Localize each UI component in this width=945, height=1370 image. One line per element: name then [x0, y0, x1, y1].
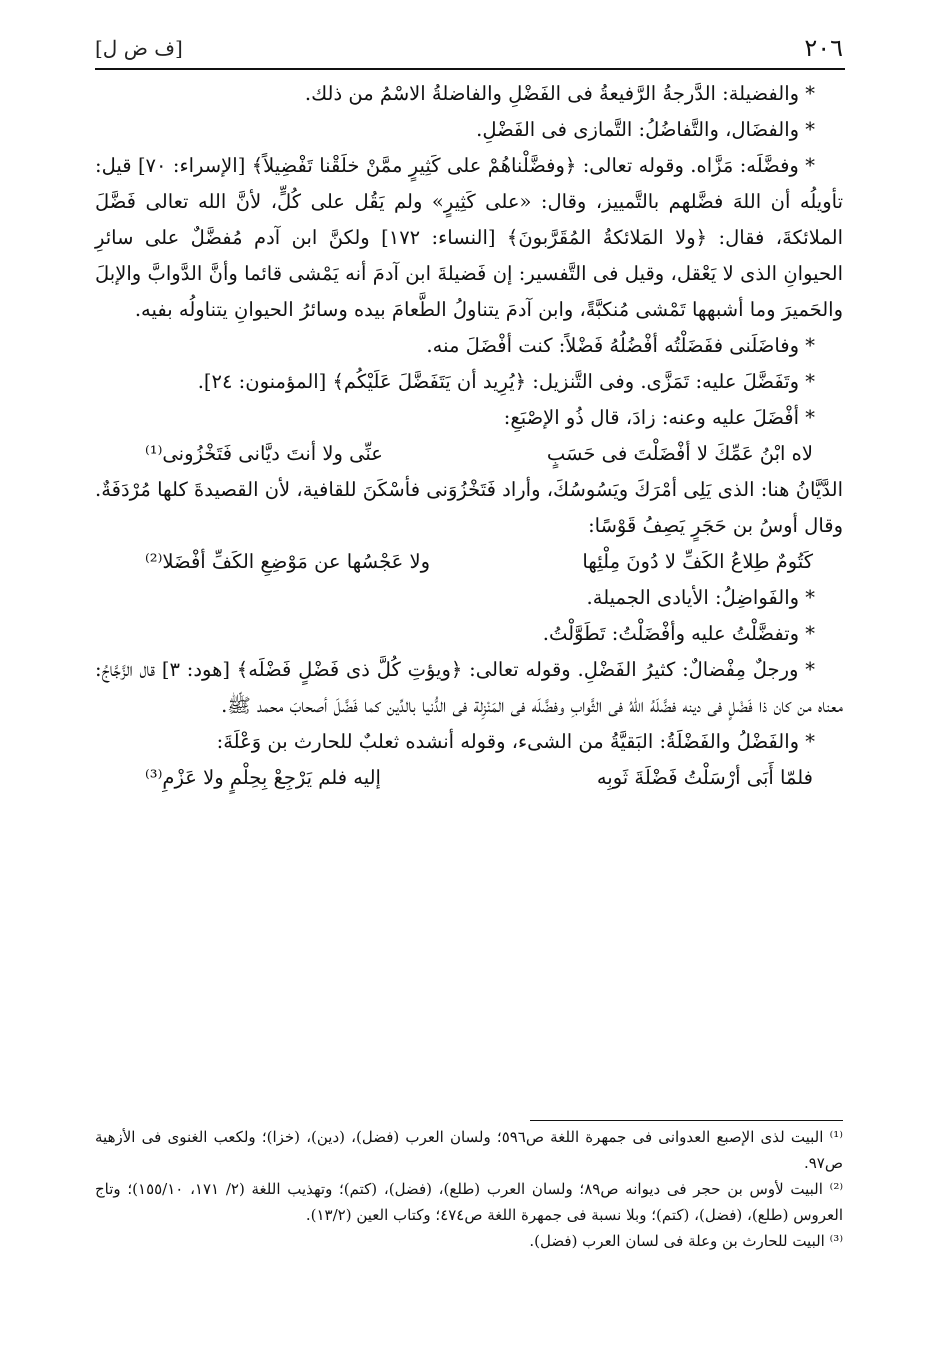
footnote-rule [530, 1120, 843, 1121]
verse-second-hemistich: إليه فلم يَرْجِعْ بِحِلْمٍ ولا عَزْمِ⁽³⁾ [145, 766, 381, 789]
footnote: ⁽²⁾ البيت لأوس بن حجر فى ديوانه ص٨٩؛ ولسان العرب (طلع)، (فضل)، (كتم)؛ وتهذيب اللغة (٢/ ١٧١، ١٥٥/١٠)؛ وتاج العروس (طلع)، (فضل)، (كتم)؛ وبلا نسبة فى جمهرة اللغة ص٤٧٤؛ وكتاب العين (١٣/٢). [95, 1180, 844, 1224]
section-title: [ف ض ل] [95, 36, 183, 60]
page-number: ٢٠٦ [804, 34, 843, 62]
entry-paragraph: * وتَفَضَّلَ عليه: تَمَزَّى. وفى التَّنزيل: ﴿يُرِيد أن يَتَفَضَّلَ عَلَيْكُم﴾ [المؤمنون: ٢٤]. [197, 370, 815, 393]
entry-paragraph: * ورجلٌ مِفْضالٌ: كثيرُ الفَضْلِ. وقوله تعالى: ﴿ويؤتِ كُلَّ ذى فَضْلٍ فَضْلَه﴾ [هود: ٣] قال الزَّجَّاجُ: معناه من كان ذا فَضْلٍ فى دينه فضَّلَهُ اللهُ فى الثَّوابِ وفضَّلَه فى المَنْزِلة فى الدُّنيا بالدِّين كما فَضَّلَ أصحابَ محمد ﷺ. [95, 658, 843, 717]
verse-second-hemistich: ولا عَجْسُها عن مَوْضِعِ الكَفِّ أفْضَلا⁽²⁾ [145, 550, 431, 573]
entry-paragraph: * والفَواضِلُ: الأيادى الجميلة. [586, 586, 815, 609]
poetry-verse [95, 544, 843, 580]
entry-paragraph: * والفضَال، والتَّفاضُلُ: التَّمازى فى الفَضْلِ. [476, 118, 815, 141]
header-rule [95, 68, 845, 70]
entry-paragraph: * أفْضَلَ عليه وعنه: زادَ، قال ذُو الإصْبَعِ: [503, 406, 815, 429]
poetry-verse [95, 760, 843, 796]
entry-paragraph: * وفاضَلَنى ففَضَلْتُه أفْضُلُهُ فَضْلاً: كنت أفْضَلَ منه. [426, 334, 815, 357]
page-header [95, 28, 843, 68]
poetry-verse [95, 436, 843, 472]
entry-paragraph: * والفضيلة: الدَّرجةُ الرَّفيعةُ فى الفَضْلِ والفاضلةُ الاسْمُ من ذلك. [304, 82, 815, 105]
entry-paragraph: * والفَضْلُ والفَضْلَةُ: البَقيَّةُ من الشىء، وقوله أنشده ثعلبٌ للحارث بن وَعْلَةَ: [216, 730, 815, 753]
footnote: ⁽¹⁾ البيت لذى الإصبع العدوانى فى جمهرة اللغة ص٥٩٦؛ ولسان العرب (فضل)، (دين)، (خزا)؛ ولكعب الغنوى فى الأزهية ص٩٧. [95, 1128, 843, 1172]
footnote: ⁽³⁾ البيت للحارث بن وعلة فى لسان العرب (فضل). [529, 1232, 843, 1250]
entry-paragraph: * وتفضَّلْتُ عليه وأفْضَلْتُ: تَطَوَّلْتُ. [542, 622, 815, 645]
entry-paragraph: الدَّيَّانُ هنا: الذى يَلِى أمْرَكَ ويَسُوسُكَ، وأراد فَتَخْزُوَنى فأسْكَنَ للقافية، لأن القصيدةَ كلها مُرْدَفَةٌ. وقال أوسُ بن حَجَرٍ يَصِفُ قَوْسًا: [95, 478, 843, 537]
verse-first-hemistich: كَتُومٌ طِلاعُ الكَفِّ لا دُونَ مِلْئِها [582, 550, 813, 573]
verse-second-hemistich: عنِّى ولا أنتَ ديَّانى فَتَخْزُونى⁽¹⁾ [145, 442, 383, 465]
verse-first-hemistich: لاه ابْنُ عَمِّكَ لا أفْضَلْتَ فى حَسَبٍ [546, 442, 813, 465]
entry-paragraph: * وفضَّلَه: مَزَّاه. وقوله تعالى: ﴿وفضَّلْناهُمْ على كَثِيرٍ ممَّنْ خلَقْنا تَفْضِيلاً﴾ [الإسراء: ٧٠] قيل: تأويلُه أن اللهَ فضَّلهم بالتَّمييز، وقال: «على كَثِيرٍ» ولم يَقُل على كُلٍّ، لأنَّ الله تعالى فَضَّلَ الملائكةَ، فقال: ﴿ولا المَلائكةُ المُقَرَّبونَ﴾ [النساء: ١٧٢] ولكنَّ ابن آدم مُفضَّلٌ على سائرِ الحيوانِ الذى لا يَعْقل، وقيل فى التَّفسير: إن فَضيلةَ ابن آدمَ أنه يَمْشى قائما وأنَّ الدَّوابَّ والإبلَ والحَميرَ وما أشبهها تَمْشى مُنكبَّةً، وابن آدمَ يتناولُ الطَّعامَ بيده وسائرُ الحيوانِ يتناولُه بفيه. [95, 154, 843, 321]
main-text [95, 76, 843, 796]
verse-first-hemistich: فلمّا أَبَى أرْسَلْتُ فَضْلَةَ ثَوبِه [596, 766, 813, 789]
footnotes [95, 1124, 843, 1254]
